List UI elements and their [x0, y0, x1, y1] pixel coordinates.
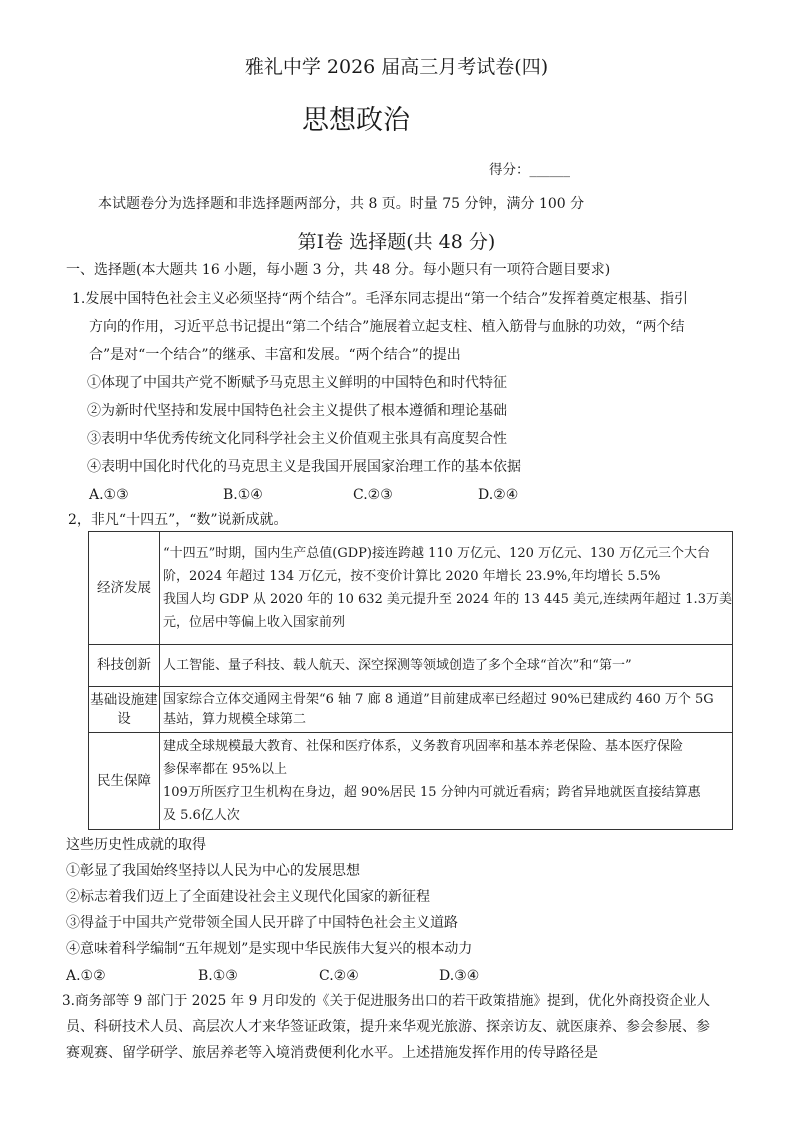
table-content-line: 人工智能、量子科技、载人航天、深空探测等领域创造了多个全球“首次”和“第一” [163, 658, 632, 673]
table-content-line: 我国人均 GDP 从 2020 年的 10 632 美元提升至 2024 年的 13 445 美元,连续两年超过 1.3万美 [163, 592, 732, 607]
section-instruction: 一、选择题(本大题共 16 小题，每小题 3 分，共 48 分。每小题只有一项符合题目要求) [66, 262, 611, 278]
table-row [89, 733, 733, 830]
table-category-cell: 科技创新 [89, 645, 160, 687]
table-content-line: 国家综合立体交通网主骨架“6 轴 7 廊 8 通道”目前建成率已经超过 90%已建成约 460 万个 5G [163, 691, 714, 707]
table-content-line: 109万所医疗卫生机构在身边，超 90%居民 15 分钟内可就近看病；跨省异地就医直接结算惠 [163, 785, 701, 800]
q2-option-b[interactable]: B.①③ [198, 968, 238, 984]
q3-stem-line: 赛观赛、留学研学、旅居养老等入境消费便利化水平。上述措施发挥作用的传导路径是 [66, 1045, 598, 1061]
q1-stem-line: 方向的作用，习近平总书记提出“第二个结合”施展着立起支柱、植入筋骨与血脉的功效，“两个结 [89, 319, 685, 335]
table-row [89, 532, 733, 645]
table-category-cell: 民生保障 [89, 733, 160, 830]
table-category-cell [89, 687, 160, 733]
table-content-line: “十四五”时期，国内生产总值(GDP)接连跨越 110 万亿元、120 万亿元、130 万亿元三个大台 [163, 546, 710, 561]
table-content-line: 参保率都在 95%以上 [163, 762, 288, 777]
q2-stem: 2，非凡“十四五”，“数”说新成就。 [68, 512, 288, 528]
exam-intro: 本试题卷分为选择题和非选择题两部分，共 8 页。时量 75 分钟，满分 100 分 [98, 196, 585, 212]
table-content-cell [160, 645, 733, 687]
exam-title: 雅礼中学 2026 届高三月考试卷(四) [244, 56, 549, 78]
table-content-line: 阶，2024 年超过 134 万亿元，按不变价计算比 2020 年增长 23.9%,年均增长 5.5% [163, 569, 661, 584]
table-content-cell [160, 687, 733, 733]
table-category-text: 基础设施建设 [90, 691, 158, 727]
q1-statement: ①体现了中国共产党不断赋予马克思主义鲜明的中国特色和时代特征 [87, 375, 507, 391]
q3-stem-line: 员、科研技术人员、高层次人才来华签证政策，提升来华观光旅游、探亲访友、就医康养、参会参展、参 [66, 1019, 710, 1035]
q2-statement: ③得益于中国共产党带领全国人民开辟了中国特色社会主义道路 [66, 915, 458, 931]
table-row [89, 687, 733, 733]
q1-option-c[interactable]: C.②③ [353, 487, 393, 503]
score-label: 得分：______ [489, 162, 570, 178]
q1-stem-line: 1.发展中国特色社会主义必须坚持“两个结合”。毛泽东同志提出“第一个结合”发挥着奠定根基、指引 [72, 291, 688, 307]
table-content-line: 元，位居中等偏上收入国家前列 [163, 615, 346, 630]
q1-statement: ③表明中华优秀传统文化同科学社会主义价值观主张具有高度契合性 [87, 431, 507, 447]
table-content-line: 及 5.6亿人次 [163, 808, 240, 823]
q1-option-a[interactable]: A.①③ [89, 487, 129, 503]
table-content-cell [160, 733, 733, 830]
q2-option-c[interactable]: C.②④ [319, 968, 359, 984]
q2-statement: ①彰显了我国始终坚持以人民为中心的发展思想 [66, 863, 360, 879]
q1-option-b[interactable]: B.①④ [223, 487, 263, 503]
q2-option-a[interactable]: A.①② [66, 968, 106, 984]
q3-stem-line: 3.商务部等 9 部门于 2025 年 9 月印发的《关于促进服务出口的若干政策措施》提到，优化外商投资企业人 [62, 993, 711, 1009]
table-content-cell [160, 532, 733, 645]
table-row [89, 645, 733, 687]
achievements-table [88, 531, 733, 830]
q2-statement: ④意味着科学编制“五年规划”是实现中华民族伟大复兴的根本动力 [66, 941, 473, 957]
q2-lead: 这些历史性成就的取得 [66, 837, 206, 853]
table-content-line: 建成全球规模最大教育、社保和医疗体系，义务教育巩固率和基本养老保险、基本医疗保险 [163, 739, 684, 754]
q1-stem-line: 合”是对“一个结合”的继承、丰富和发展。“两个结合”的提出 [89, 347, 461, 363]
subject-title: 思想政治 [302, 105, 410, 136]
q1-statement: ②为新时代坚持和发展中国特色社会主义提供了根本遵循和理论基础 [87, 403, 507, 419]
q2-statement: ②标志着我们迈上了全面建设社会主义现代化国家的新征程 [66, 889, 430, 905]
section-title: 第Ⅰ卷 选择题(共 48 分) [297, 231, 496, 253]
q1-statement: ④表明中国化时代化的马克思主义是我国开展国家治理工作的基本依据 [87, 459, 521, 475]
q2-option-d[interactable]: D.③④ [439, 968, 480, 984]
table-content-line: 基站，算力规模全球第二 [163, 711, 307, 727]
table-category-cell: 经济发展 [89, 532, 160, 645]
q1-option-d[interactable]: D.②④ [478, 487, 519, 503]
